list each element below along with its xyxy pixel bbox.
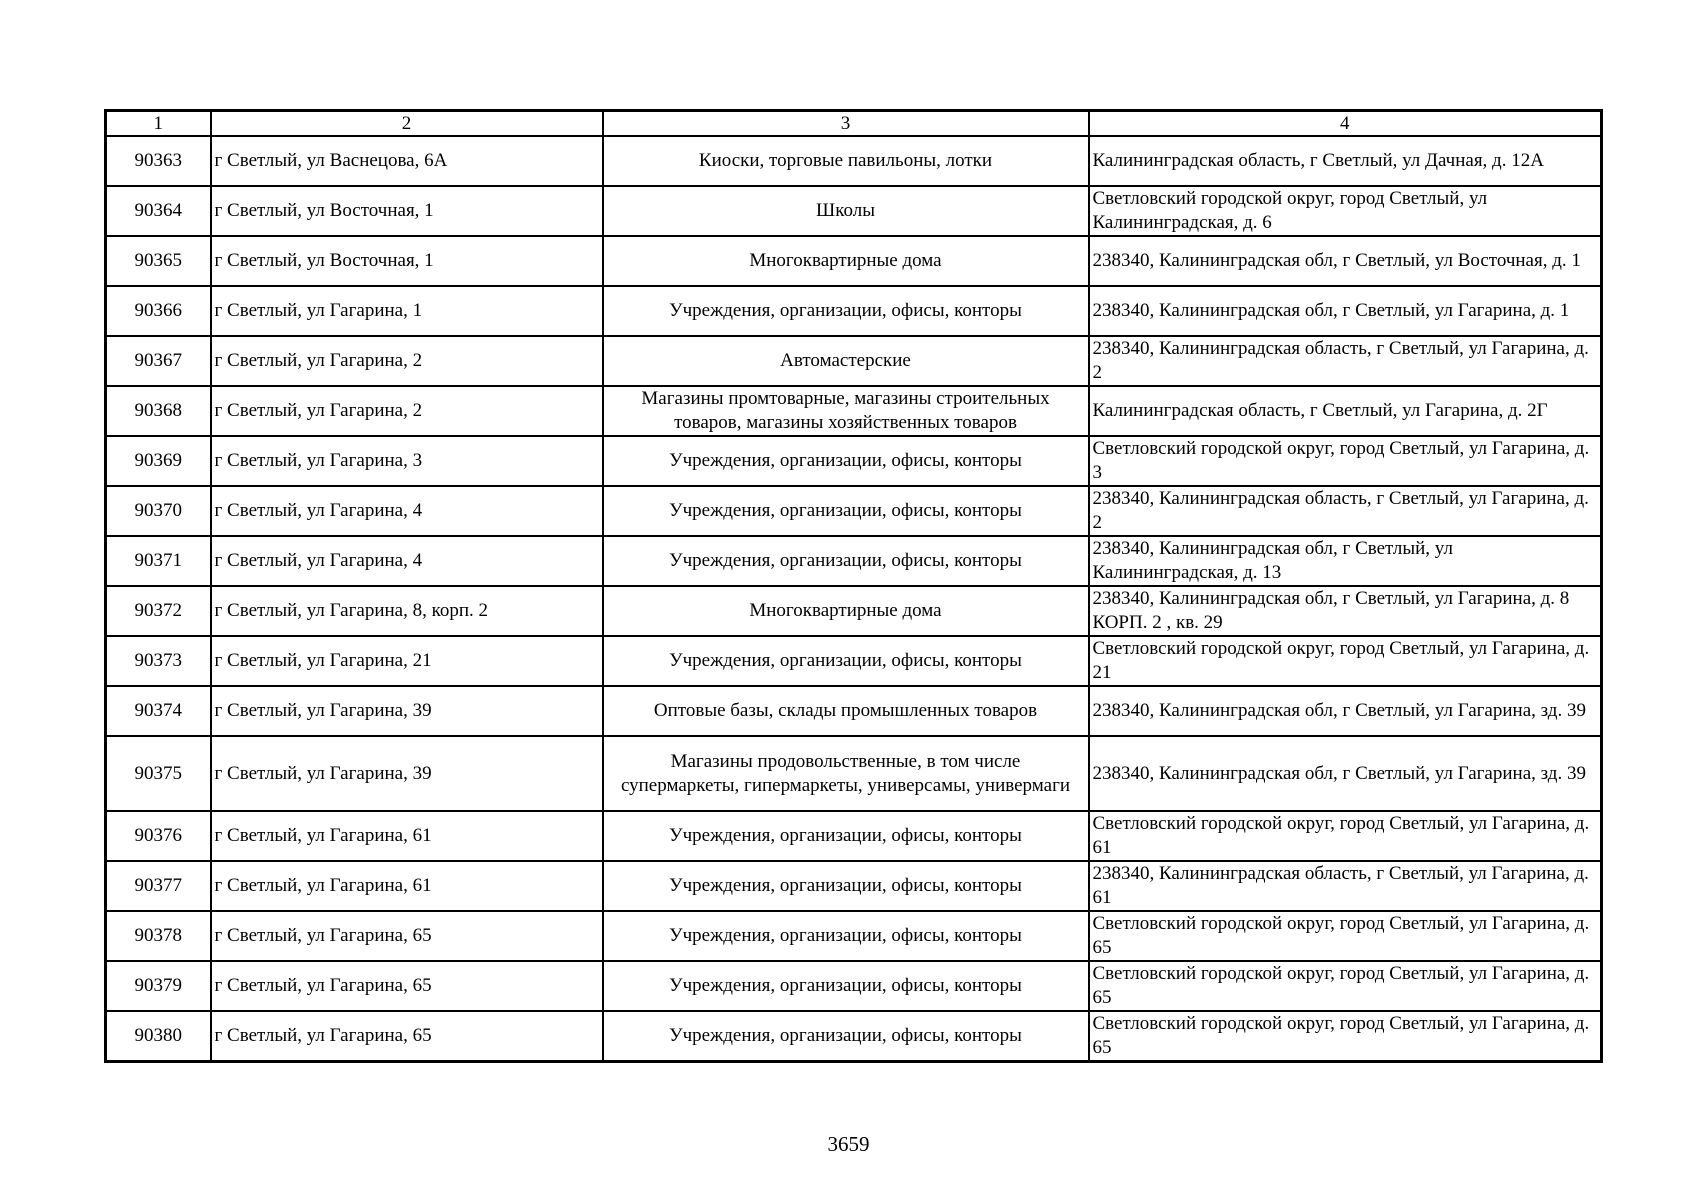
table-row [106, 736, 1602, 811]
cell-object-type: Учреждения, организации, офисы, конторы [603, 436, 1089, 486]
column-header-4: 4 [1089, 111, 1602, 137]
table-row [106, 536, 1602, 586]
header-row [106, 111, 1602, 137]
table-row [106, 586, 1602, 636]
cell-address: г Светлый, ул Гагарина, 8, корп. 2 [211, 586, 603, 636]
cell-address: г Светлый, ул Гагарина, 65 [211, 961, 603, 1011]
cell-address: г Светлый, ул Восточная, 1 [211, 186, 603, 236]
cell-location: 238340, Калининградская область, г Светлый, ул Гагарина, д. 2 [1089, 336, 1602, 386]
cell-object-type: Оптовые базы, склады промышленных товаров [603, 686, 1089, 736]
table-row [106, 961, 1602, 1011]
table-row [106, 386, 1602, 436]
cell-location: 238340, Калининградская обл, г Светлый, ул Калининградская, д. 13 [1089, 536, 1602, 586]
column-header-3: 3 [603, 111, 1089, 137]
table-row [106, 486, 1602, 536]
cell-object-type: Учреждения, организации, офисы, конторы [603, 861, 1089, 911]
cell-address: г Светлый, ул Гагарина, 2 [211, 336, 603, 386]
cell-address: г Светлый, ул Восточная, 1 [211, 236, 603, 286]
cell-location: Светловский городской округ, город Светлый, ул Гагарина, д. 3 [1089, 436, 1602, 486]
cell-id: 90368 [106, 386, 211, 436]
cell-id: 90379 [106, 961, 211, 1011]
cell-id: 90377 [106, 861, 211, 911]
cell-address: г Светлый, ул Гагарина, 39 [211, 736, 603, 811]
cell-object-type: Магазины промтоварные, магазины строительных товаров, магазины хозяйственных товаров [603, 386, 1089, 436]
table-row [106, 911, 1602, 961]
cell-location: 238340, Калининградская обл, г Светлый, ул Гагарина, зд. 39 [1089, 686, 1602, 736]
cell-address: г Светлый, ул Гагарина, 3 [211, 436, 603, 486]
cell-address: г Светлый, ул Гагарина, 4 [211, 486, 603, 536]
cell-id: 90376 [106, 811, 211, 861]
table-row [106, 286, 1602, 336]
page-number: 3659 [827, 1132, 870, 1156]
table-body [106, 136, 1602, 1062]
cell-location: 238340, Калининградская обл, г Светлый, ул Гагарина, д. 8 КОРП. 2 , кв. 29 [1089, 586, 1602, 636]
column-header-2: 2 [211, 111, 603, 137]
table-row [106, 686, 1602, 736]
cell-location: Светловский городской округ, город Светлый, ул Гагарина, д. 65 [1089, 961, 1602, 1011]
cell-id: 90372 [106, 586, 211, 636]
cell-id: 90375 [106, 736, 211, 811]
cell-id: 90374 [106, 686, 211, 736]
cell-id: 90378 [106, 911, 211, 961]
cell-id: 90371 [106, 536, 211, 586]
cell-id: 90373 [106, 636, 211, 686]
cell-id: 90364 [106, 186, 211, 236]
cell-id: 90366 [106, 286, 211, 336]
cell-location: 238340, Калининградская обл, г Светлый, ул Гагарина, зд. 39 [1089, 736, 1602, 811]
table-row [106, 1011, 1602, 1062]
cell-object-type: Учреждения, организации, офисы, конторы [603, 286, 1089, 336]
cell-location: Светловский городской округ, город Светлый, ул Гагарина, д. 65 [1089, 1011, 1602, 1062]
table-row [106, 136, 1602, 186]
cell-location: Калининградская область, г Светлый, ул Дачная, д. 12А [1089, 136, 1602, 186]
cell-object-type: Автомастерские [603, 336, 1089, 386]
cell-location: Светловский городской округ, город Светлый, ул Гагарина, д. 61 [1089, 811, 1602, 861]
cell-location: 238340, Калининградская область, г Светлый, ул Гагарина, д. 2 [1089, 486, 1602, 536]
table-row [106, 336, 1602, 386]
table-row [106, 236, 1602, 286]
cell-address: г Светлый, ул Гагарина, 65 [211, 1011, 603, 1062]
table-row [106, 811, 1602, 861]
cell-id: 90363 [106, 136, 211, 186]
cell-id: 90365 [106, 236, 211, 286]
cell-address: г Светлый, ул Гагарина, 4 [211, 536, 603, 586]
cell-address: г Светлый, ул Гагарина, 61 [211, 811, 603, 861]
cell-id: 90370 [106, 486, 211, 536]
cell-location: Калининградская область, г Светлый, ул Гагарина, д. 2Г [1089, 386, 1602, 436]
cell-location: 238340, Калининградская область, г Светлый, ул Гагарина, д. 61 [1089, 861, 1602, 911]
cell-object-type: Учреждения, организации, офисы, конторы [603, 486, 1089, 536]
cell-location: Светловский городской округ, город Светлый, ул Гагарина, д. 21 [1089, 636, 1602, 686]
cell-address: г Светлый, ул Гагарина, 21 [211, 636, 603, 686]
cell-address: г Светлый, ул Гагарина, 39 [211, 686, 603, 736]
cell-id: 90369 [106, 436, 211, 486]
cell-object-type: Учреждения, организации, офисы, конторы [603, 911, 1089, 961]
table-row [106, 861, 1602, 911]
cell-object-type: Учреждения, организации, офисы, конторы [603, 1011, 1089, 1062]
registry-table [104, 109, 1603, 1063]
cell-object-type: Учреждения, организации, офисы, конторы [603, 636, 1089, 686]
cell-object-type: Магазины продовольственные, в том числе супермаркеты, гипермаркеты, универсамы, универмаги [603, 736, 1089, 811]
cell-address: г Светлый, ул Васнецова, 6А [211, 136, 603, 186]
cell-object-type: Учреждения, организации, офисы, конторы [603, 811, 1089, 861]
cell-location: 238340, Калининградская обл, г Светлый, ул Восточная, д. 1 [1089, 236, 1602, 286]
cell-address: г Светлый, ул Гагарина, 2 [211, 386, 603, 436]
cell-location: Светловский городской округ, город Светлый, ул Гагарина, д. 65 [1089, 911, 1602, 961]
cell-object-type: Киоски, торговые павильоны, лотки [603, 136, 1089, 186]
cell-object-type: Многоквартирные дома [603, 236, 1089, 286]
cell-id: 90380 [106, 1011, 211, 1062]
cell-object-type: Учреждения, организации, офисы, конторы [603, 961, 1089, 1011]
table-row [106, 436, 1602, 486]
cell-object-type: Учреждения, организации, офисы, конторы [603, 536, 1089, 586]
column-header-1: 1 [106, 111, 211, 137]
table-row [106, 636, 1602, 686]
cell-address: г Светлый, ул Гагарина, 1 [211, 286, 603, 336]
cell-location: 238340, Калининградская обл, г Светлый, ул Гагарина, д. 1 [1089, 286, 1602, 336]
cell-address: г Светлый, ул Гагарина, 65 [211, 911, 603, 961]
cell-address: г Светлый, ул Гагарина, 61 [211, 861, 603, 911]
cell-id: 90367 [106, 336, 211, 386]
cell-object-type: Школы [603, 186, 1089, 236]
cell-location: Светловский городской округ, город Светлый, ул Калининградская, д. 6 [1089, 186, 1602, 236]
cell-object-type: Многоквартирные дома [603, 586, 1089, 636]
table-row [106, 186, 1602, 236]
